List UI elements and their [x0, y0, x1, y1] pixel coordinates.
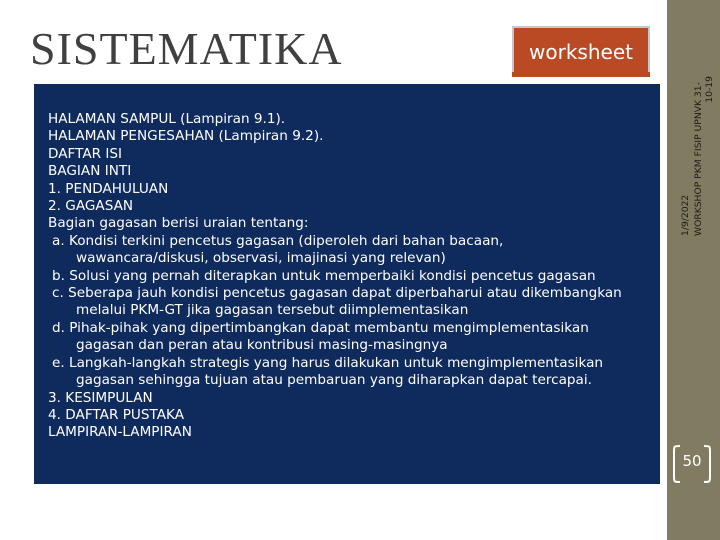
content-line: 3. KESIMPULAN: [48, 389, 153, 406]
tab-accent-strip: [512, 72, 650, 77]
slide-title: SISTEMATIKA: [30, 23, 343, 74]
content-line: BAGIAN INTI: [48, 163, 132, 180]
page-number-box: [668, 442, 716, 486]
page-number: 50: [682, 452, 702, 470]
content-line: melalui PKM-GT jika gagasan tersebut diimplementasikan: [76, 302, 469, 319]
content-line: gagasan sehingga tujuan atau pembaruan yang diharapkan dapat tercapai.: [76, 372, 592, 389]
footer-workshop-line2: 10-19: [704, 76, 715, 103]
content-line: b. Solusi yang pernah diterapkan untuk memperbaiki kondisi pencetus gagasan: [52, 267, 596, 284]
content-line: HALAMAN SAMPUL (Lampiran 9.1).: [48, 111, 286, 127]
content-line: c. Seberapa jauh kondisi pencetus gagasan dapat diperbaharui atau dikembangkan: [52, 285, 622, 302]
footer-date: 1/9/2022: [680, 194, 691, 236]
content-line: DAFTAR ISI: [48, 145, 123, 162]
content-line: HALAMAN PENGESAHAN (Lampiran 9.2).: [48, 128, 324, 145]
content-line: 1. PENDAHULUAN: [48, 180, 169, 197]
content-line: d. Pihak-pihak yang dipertimbangkan dapat membantu mengimplementasikan: [52, 319, 589, 336]
content-line: Bagian gagasan berisi uraian tentang:: [48, 215, 309, 232]
content-line: e. Langkah-langkah strategis yang harus dilakukan untuk mengimplementasikan: [52, 354, 604, 371]
content-line: wawancara/diskusi, observasi, imajinasi yang relevan): [76, 250, 446, 267]
content-line: 2. GAGASAN: [48, 198, 134, 215]
footer-workshop: [693, 56, 715, 236]
content-line: gagasan dan peran atau kontribusi masing-masingnya: [76, 337, 448, 354]
content-text: [48, 111, 654, 442]
content-line: 4. DAFTAR PUSTAKA: [48, 406, 185, 423]
worksheet-tab: [512, 26, 650, 72]
footer-workshop-line1: WORKSHOP PKM FISIP UPNVK 31-: [693, 82, 704, 236]
content-line: a. Kondisi terkini pencetus gagasan (diperoleh dari bahan bacaan,: [52, 232, 504, 249]
content-line: LAMPIRAN-LAMPIRAN: [48, 424, 192, 441]
worksheet-tab-label: worksheet: [529, 40, 633, 64]
